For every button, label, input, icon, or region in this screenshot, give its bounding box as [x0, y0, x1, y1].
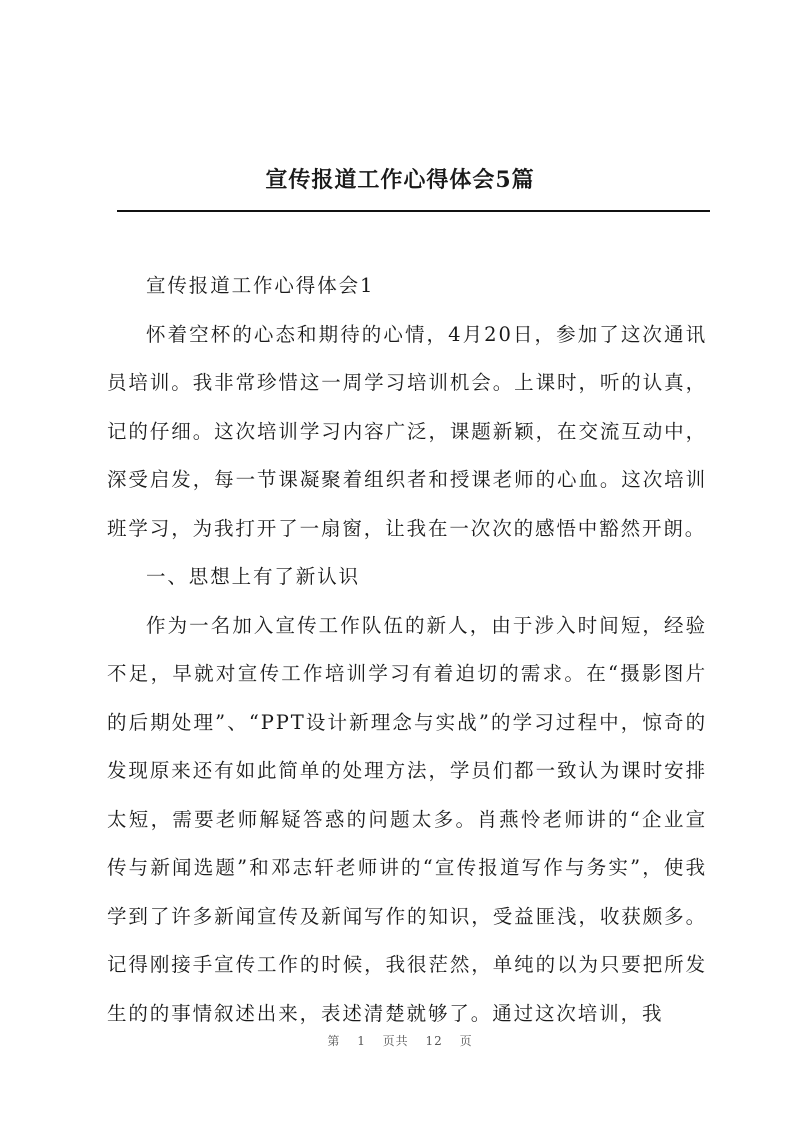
section-heading: 一、思想上有了新认识 [146, 565, 361, 588]
footer-current-page: 1 [357, 1034, 366, 1048]
footer-suffix: 页 [459, 1034, 473, 1048]
section-heading: 宣传报道工作心得体会1 [146, 274, 375, 297]
paragraph: 作为一名加入宣传工作队伍的新人，由于涉入时间短，经验不足，早就对宣传工作培训学习有着迫切的需求。在“摄影图片的后期处理”、“PPT设计新理念与实战”的学习过程中，惊奇的发现原来还有如此简单的处理方法，学员们都一致认为课时安排太短，需要老师解疑答惑的问题太多。肖燕怜老师讲的“企业宣传与新闻选题”和邓志轩老师讲的“宣传报道写作与务实”，使我学到了许多新闻宣传及新闻写作的知识，受益匪浅，收获颇多。记得刚接手宣传工作的时候，我很茫然，单纯的以为只要把所发生的的事情叙述出来，表述清楚就够了。通过这次培训，我 [107, 613, 707, 1025]
document-body [107, 262, 707, 1038]
page-footer [0, 1032, 800, 1049]
footer-middle: 页共 [382, 1034, 409, 1048]
footer-prefix: 第 [327, 1034, 341, 1048]
paragraph: 怀着空杯的心态和期待的心情，4月20日，参加了这次通讯员培训。我非常珍惜这一周学习培训机会。上课时，听的认真，记的仔细。这次培训学习内容广泛，课题新颖，在交流互动中，深受启发，每一节课凝聚着组织者和授课老师的心血。这次培训班学习，为我打开了一扇窗，让我在一次次的感悟中豁然开朗。 [107, 322, 707, 540]
title-divider [117, 210, 710, 212]
footer-total-pages: 12 [425, 1034, 443, 1048]
document-title: 宣传报道工作心得体会5篇 [265, 167, 535, 193]
